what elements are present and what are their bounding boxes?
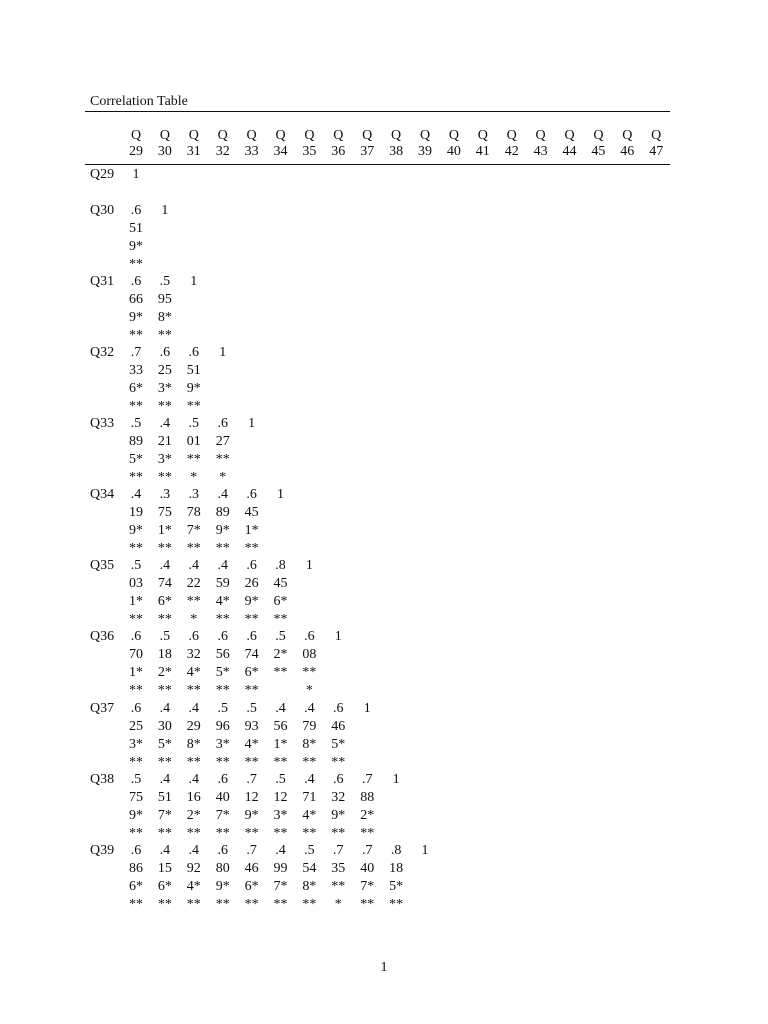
column-header: Q 46 — [620, 128, 635, 159]
table-cell: .5 89 5* ** — [129, 416, 143, 485]
table-cell: .6 40 7* ** — [215, 772, 230, 841]
table-cell: .4 29 8* ** — [186, 701, 201, 770]
row-header: Q29 — [90, 167, 115, 182]
table-cell: .8 45 6* ** — [273, 558, 288, 627]
table-cell: .4 21 3* ** — [157, 416, 172, 485]
table-cell: 1 — [421, 843, 429, 858]
table-cell: .6 25 3* ** — [157, 345, 172, 414]
table-cell: 1 — [248, 416, 256, 431]
table-cell: 1 — [305, 558, 313, 573]
table-cell: .5 96 3* ** — [215, 701, 230, 770]
table-cell: .6 51 9* ** — [129, 203, 143, 272]
table-cell: 1 — [363, 701, 371, 716]
table-cell: 1 — [277, 487, 284, 502]
table-cell: .5 54 8* ** — [302, 843, 317, 912]
table-cell: .4 15 6* ** — [157, 843, 172, 912]
table-cell: .6 56 5* ** — [215, 629, 230, 698]
column-header: Q 32 — [215, 128, 230, 159]
table-cell: .6 32 9* ** — [331, 772, 346, 841]
table-cell: .5 01 ** * — [186, 416, 201, 485]
column-header: Q 34 — [273, 128, 288, 159]
table-cell: .7 46 6* ** — [244, 843, 259, 912]
row-header: Q33 — [90, 416, 115, 431]
table-cell: .6 80 9* ** — [215, 843, 230, 912]
table-cell: 1 — [190, 274, 198, 289]
row-header: Q36 — [90, 629, 115, 644]
row-header: Q32 — [90, 345, 115, 360]
table-cell: .6 46 5* ** — [331, 701, 346, 770]
table-cell: .8 18 5* ** — [389, 843, 404, 912]
column-header: Q 33 — [244, 128, 259, 159]
table-cell: .5 95 8* ** — [157, 274, 172, 343]
table-cell: 1 — [219, 345, 227, 360]
table-cell: .7 12 9* ** — [244, 772, 259, 841]
table-cell: .6 32 4* ** — [186, 629, 201, 698]
table-cell: .4 30 5* ** — [157, 701, 172, 770]
column-header: Q 43 — [533, 128, 548, 159]
column-header: Q 42 — [504, 128, 519, 159]
column-header: Q 30 — [157, 128, 172, 159]
table-cell: .7 40 7* ** — [360, 843, 375, 912]
row-header: Q39 — [90, 843, 115, 858]
table-cell: .4 79 8* ** — [302, 701, 317, 770]
column-header: Q 31 — [186, 128, 201, 159]
row-header: Q31 — [90, 274, 115, 289]
table-cell: .4 22 ** * — [186, 558, 201, 627]
row-header: Q34 — [90, 487, 115, 502]
table-cell: .6 27 ** * — [215, 416, 230, 485]
table-top-rule — [85, 111, 670, 112]
row-header: Q37 — [90, 701, 115, 716]
table-cell: 1 — [392, 772, 400, 787]
table-cell: .6 51 9* ** — [186, 345, 201, 414]
table-cell: .7 88 2* ** — [360, 772, 375, 841]
table-cell: .4 74 6* ** — [157, 558, 172, 627]
column-header: Q 44 — [562, 128, 577, 159]
table-cell: .4 89 9* ** — [215, 487, 230, 556]
table-cell: .3 78 7* ** — [186, 487, 201, 556]
table-cell: .5 2* ** — [273, 629, 288, 680]
table-cell: .6 26 9* ** — [244, 558, 259, 627]
column-header: Q 37 — [360, 128, 375, 159]
column-header: Q 29 — [129, 128, 143, 159]
column-header: Q 39 — [418, 128, 432, 159]
page-number: 1 — [380, 960, 388, 975]
table-cell: .4 92 4* ** — [186, 843, 201, 912]
row-header: Q35 — [90, 558, 115, 573]
column-header: Q 35 — [302, 128, 317, 159]
table-title: Correlation Table — [90, 94, 188, 109]
table-cell: .6 66 9* ** — [129, 274, 143, 343]
table-cell: .6 74 6* ** — [244, 629, 259, 698]
table-cell: .4 16 2* ** — [186, 772, 201, 841]
table-cell: .4 19 9* ** — [129, 487, 143, 556]
table-cell: 1 — [132, 167, 140, 182]
table-cell: .5 03 1* ** — [129, 558, 143, 627]
table-cell: .4 71 4* ** — [302, 772, 317, 841]
column-header: Q 38 — [389, 128, 404, 159]
table-cell: .6 25 3* ** — [129, 701, 143, 770]
table-cell: 1 — [161, 203, 169, 218]
column-header: Q 45 — [591, 128, 606, 159]
table-cell: .6 86 6* ** — [129, 843, 143, 912]
table-cell: .6 70 1* ** — [129, 629, 143, 698]
table-cell: .5 12 3* ** — [273, 772, 288, 841]
table-cell: .6 08 ** * — [302, 629, 317, 698]
table-cell: .5 93 4* ** — [244, 701, 259, 770]
table-cell: .5 75 9* ** — [129, 772, 143, 841]
column-header: Q 36 — [331, 128, 346, 159]
table-cell: .4 99 7* ** — [273, 843, 288, 912]
column-header: Q 41 — [475, 128, 490, 159]
table-cell: .7 35 ** * — [331, 843, 346, 912]
table-cell: .5 18 2* ** — [157, 629, 172, 698]
column-header: Q 47 — [649, 128, 664, 159]
table-cell: .4 51 7* ** — [157, 772, 172, 841]
table-cell: 1 — [334, 629, 342, 644]
row-header: Q30 — [90, 203, 115, 218]
table-cell: .6 45 1* ** — [244, 487, 259, 556]
table-cell: .4 59 4* ** — [215, 558, 230, 627]
table-cell: .7 33 6* ** — [129, 345, 143, 414]
table-cell: .3 75 1* ** — [157, 487, 172, 556]
header-bottom-rule — [85, 164, 670, 165]
table-cell: .4 56 1* ** — [273, 701, 288, 770]
row-header: Q38 — [90, 772, 115, 787]
column-header: Q 40 — [446, 128, 461, 159]
